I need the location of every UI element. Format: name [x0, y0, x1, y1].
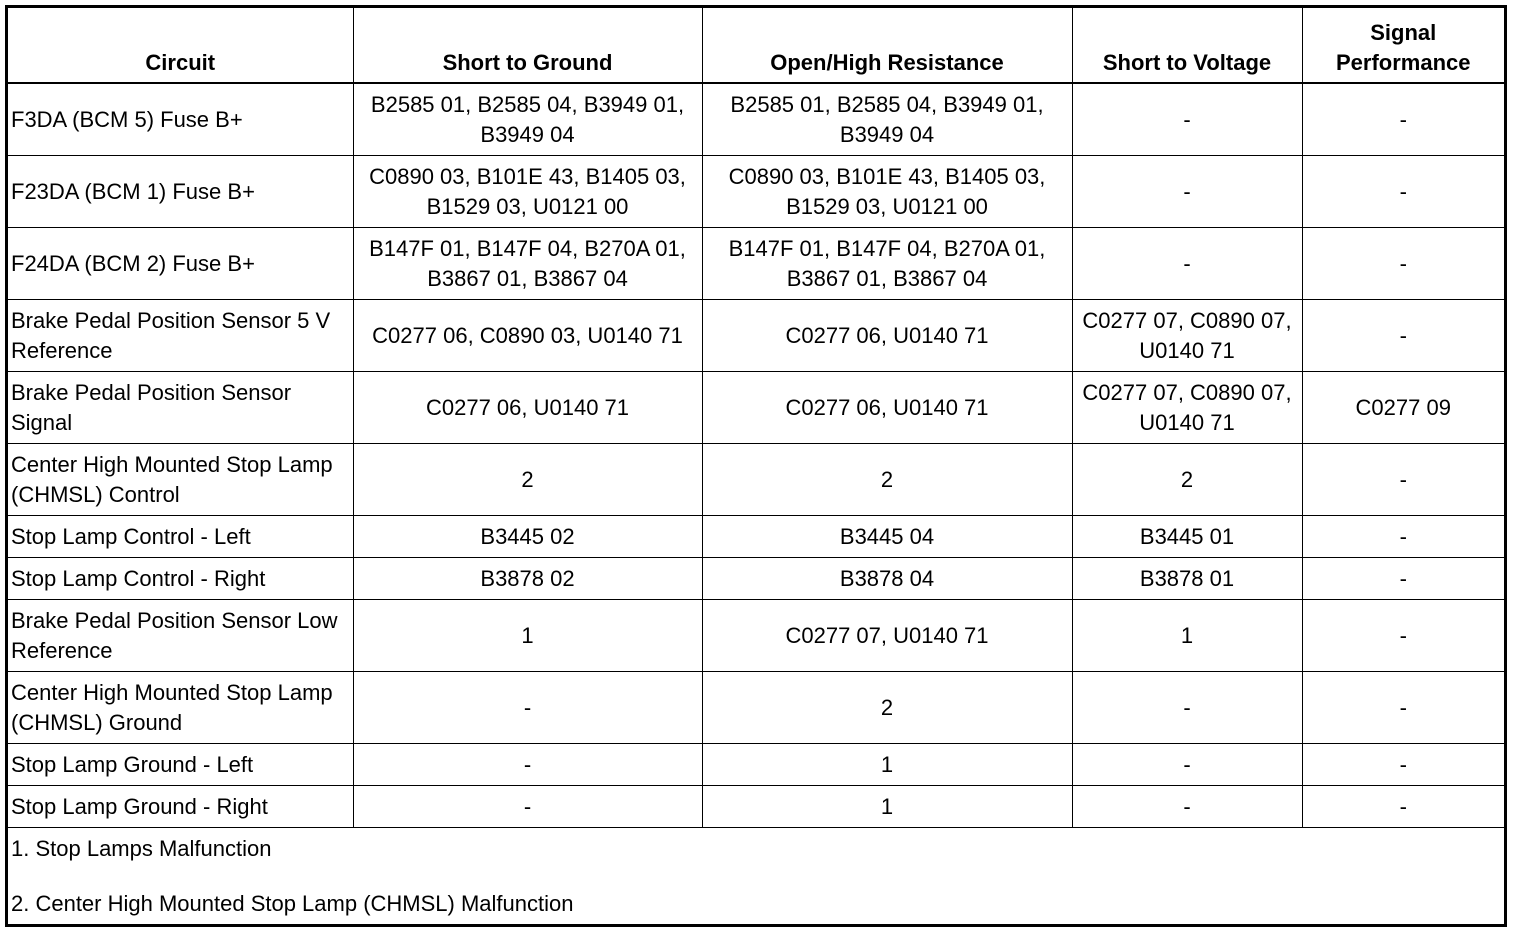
cell-signal-performance: - — [1302, 83, 1504, 156]
header-signal-performance — [1302, 8, 1504, 83]
cell-short-to-voltage: - — [1072, 228, 1302, 300]
table-row — [8, 228, 1504, 300]
header-open-high-resistance-label: Open/High Resistance — [770, 50, 1004, 75]
cell-circuit: F3DA (BCM 5) Fuse B+ — [8, 83, 353, 156]
cell-signal-performance: - — [1302, 300, 1504, 372]
table-row — [8, 444, 1504, 516]
cell-circuit: Stop Lamp Control - Right — [8, 558, 353, 600]
cell-short-to-voltage: 2 — [1072, 444, 1302, 516]
cell-circuit: Center High Mounted Stop Lamp (CHMSL) Control — [8, 444, 353, 516]
cell-signal-performance: C0277 09 — [1302, 372, 1504, 444]
cell-short-to-ground: - — [353, 786, 702, 828]
cell-signal-performance: - — [1302, 516, 1504, 558]
cell-circuit: F24DA (BCM 2) Fuse B+ — [8, 228, 353, 300]
cell-short-to-ground: C0277 06, C0890 03, U0140 71 — [353, 300, 702, 372]
header-short-to-ground — [353, 8, 702, 83]
cell-open-high-resistance: 1 — [702, 744, 1072, 786]
cell-short-to-ground: - — [353, 744, 702, 786]
cell-open-high-resistance: 1 — [702, 786, 1072, 828]
table-row — [8, 372, 1504, 444]
cell-signal-performance: - — [1302, 744, 1504, 786]
header-signal-performance-line2: Performance — [1335, 50, 1471, 75]
header-short-to-voltage — [1072, 8, 1302, 83]
cell-circuit: Brake Pedal Position Sensor 5 V Reference — [8, 300, 353, 372]
cell-open-high-resistance: B2585 01, B2585 04, B3949 01, B3949 04 — [702, 83, 1072, 156]
footnote-2: 2. Center High Mounted Stop Lamp (CHMSL) Malfunction — [11, 891, 574, 916]
cell-signal-performance: - — [1302, 672, 1504, 744]
cell-short-to-voltage: C0277 07, C0890 07, U0140 71 — [1072, 372, 1302, 444]
cell-circuit: F23DA (BCM 1) Fuse B+ — [8, 156, 353, 228]
table-row — [8, 600, 1504, 672]
footnote-spacer — [11, 864, 1501, 889]
cell-open-high-resistance: B3878 04 — [702, 558, 1072, 600]
table-row — [8, 672, 1504, 744]
cell-open-high-resistance: 2 — [702, 672, 1072, 744]
cell-circuit: Brake Pedal Position Sensor Low Reference — [8, 600, 353, 672]
cell-signal-performance: - — [1302, 600, 1504, 672]
cell-short-to-ground: C0890 03, B101E 43, B1405 03, B1529 03, U0121 00 — [353, 156, 702, 228]
cell-open-high-resistance: C0890 03, B101E 43, B1405 03, B1529 03, U0121 00 — [702, 156, 1072, 228]
cell-short-to-ground: B2585 01, B2585 04, B3949 01, B3949 04 — [353, 83, 702, 156]
cell-short-to-voltage: B3878 01 — [1072, 558, 1302, 600]
header-short-to-voltage-label: Short to Voltage — [1102, 50, 1272, 75]
cell-short-to-voltage: - — [1072, 672, 1302, 744]
footnotes — [8, 828, 1504, 927]
cell-signal-performance: - — [1302, 156, 1504, 228]
cell-open-high-resistance: B3445 04 — [702, 516, 1072, 558]
table-row — [8, 786, 1504, 828]
cell-signal-performance: - — [1302, 786, 1504, 828]
diagnostic-table-frame — [5, 5, 1507, 927]
cell-open-high-resistance: B147F 01, B147F 04, B270A 01, B3867 01, B3867 04 — [702, 228, 1072, 300]
footnote-1: 1. Stop Lamps Malfunction — [11, 836, 272, 861]
cell-circuit: Stop Lamp Control - Left — [8, 516, 353, 558]
table-row — [8, 516, 1504, 558]
cell-short-to-ground: 2 — [353, 444, 702, 516]
cell-open-high-resistance: C0277 06, U0140 71 — [702, 372, 1072, 444]
header-short-to-ground-label: Short to Ground — [442, 50, 613, 75]
cell-circuit: Stop Lamp Ground - Left — [8, 744, 353, 786]
cell-short-to-voltage: - — [1072, 744, 1302, 786]
cell-short-to-voltage: - — [1072, 786, 1302, 828]
cell-open-high-resistance: 2 — [702, 444, 1072, 516]
cell-circuit: Stop Lamp Ground - Right — [8, 786, 353, 828]
cell-circuit: Center High Mounted Stop Lamp (CHMSL) Ground — [8, 672, 353, 744]
table-row — [8, 558, 1504, 600]
table-row — [8, 300, 1504, 372]
cell-circuit: Brake Pedal Position Sensor Signal — [8, 372, 353, 444]
cell-open-high-resistance: C0277 07, U0140 71 — [702, 600, 1072, 672]
cell-short-to-voltage: - — [1072, 83, 1302, 156]
notes-row — [8, 828, 1504, 927]
cell-signal-performance: - — [1302, 558, 1504, 600]
header-signal-performance-line1: Signal — [1370, 20, 1437, 45]
cell-signal-performance: - — [1302, 228, 1504, 300]
cell-short-to-voltage: B3445 01 — [1072, 516, 1302, 558]
header-row — [8, 8, 1504, 83]
cell-open-high-resistance: C0277 06, U0140 71 — [702, 300, 1072, 372]
circuit-dtc-table — [8, 8, 1504, 926]
table-row — [8, 744, 1504, 786]
cell-short-to-ground: - — [353, 672, 702, 744]
cell-short-to-ground: C0277 06, U0140 71 — [353, 372, 702, 444]
cell-short-to-voltage: C0277 07, C0890 07, U0140 71 — [1072, 300, 1302, 372]
header-open-high-resistance — [702, 8, 1072, 83]
table-row — [8, 156, 1504, 228]
cell-short-to-voltage: 1 — [1072, 600, 1302, 672]
header-circuit — [8, 8, 353, 83]
cell-short-to-ground: 1 — [353, 600, 702, 672]
header-circuit-label: Circuit — [145, 50, 216, 75]
cell-short-to-ground: B3445 02 — [353, 516, 702, 558]
cell-signal-performance: - — [1302, 444, 1504, 516]
cell-short-to-ground: B3878 02 — [353, 558, 702, 600]
cell-short-to-voltage: - — [1072, 156, 1302, 228]
table-row — [8, 83, 1504, 156]
cell-short-to-ground: B147F 01, B147F 04, B270A 01, B3867 01, B3867 04 — [353, 228, 702, 300]
